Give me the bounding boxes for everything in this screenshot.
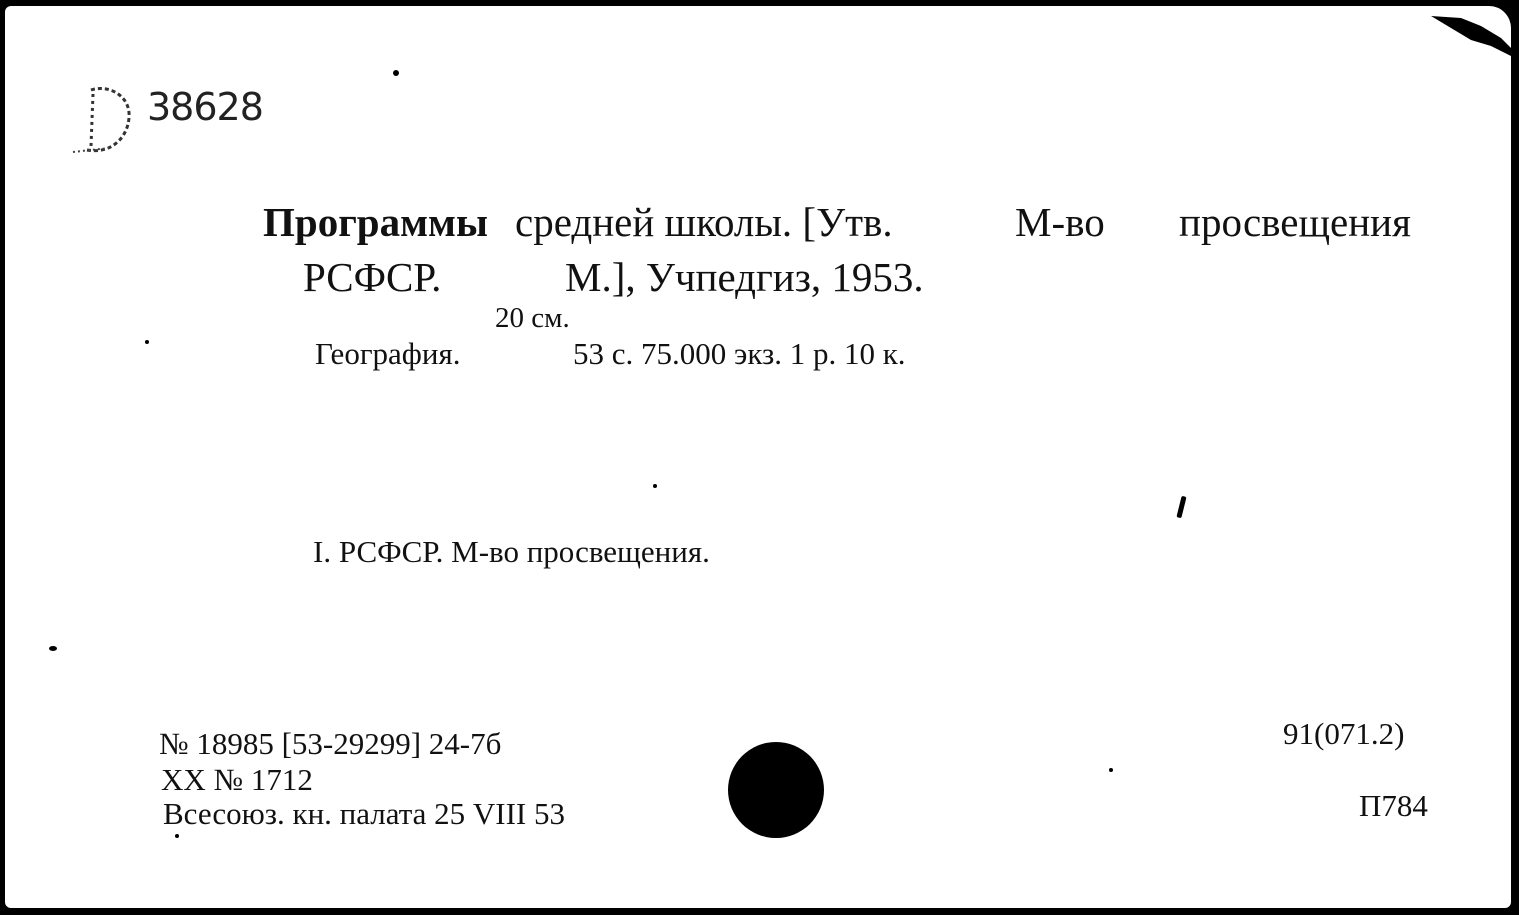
author-mark: П784 [1359,788,1428,823]
library-stamp-mark [69,82,139,162]
imprint-publisher: М.], Учпедгиз, 1953. [565,254,924,300]
title-ministry: М-во [1015,199,1105,245]
dust-speck [49,646,57,651]
dust-speck [145,340,149,344]
catalog-card [5,6,1511,908]
dust-speck [653,484,657,488]
dust-speck [393,70,399,76]
title-text: средней школы. [Утв. [515,199,893,245]
dust-speck [1176,496,1186,519]
title-education: просвещения [1179,199,1411,245]
registry-line-1: № 18985 [53-29299] 24-7б [159,726,502,761]
corner-wear-mark [1431,6,1511,56]
registry-line-2: XX № 1712 [161,762,313,797]
subject-subtitle: География. [315,336,461,371]
tracing-entry: I. РСФСР. М-во просвещения. [313,534,710,569]
physical-size: 20 см. [495,302,570,334]
punch-hole [728,742,824,838]
classification-code: 91(071.2) [1283,716,1405,751]
dust-speck [1109,768,1113,772]
imprint-place: РСФСР. [303,254,442,300]
inventory-number: 38628 [147,85,263,129]
collation-line: 53 с. 75.000 экз. 1 р. 10 к. [573,336,906,371]
title-heading-word: Программы [263,199,488,245]
registry-line-3: Всесоюз. кн. палата 25 VIII 53 [163,796,566,831]
dust-speck [175,834,179,838]
